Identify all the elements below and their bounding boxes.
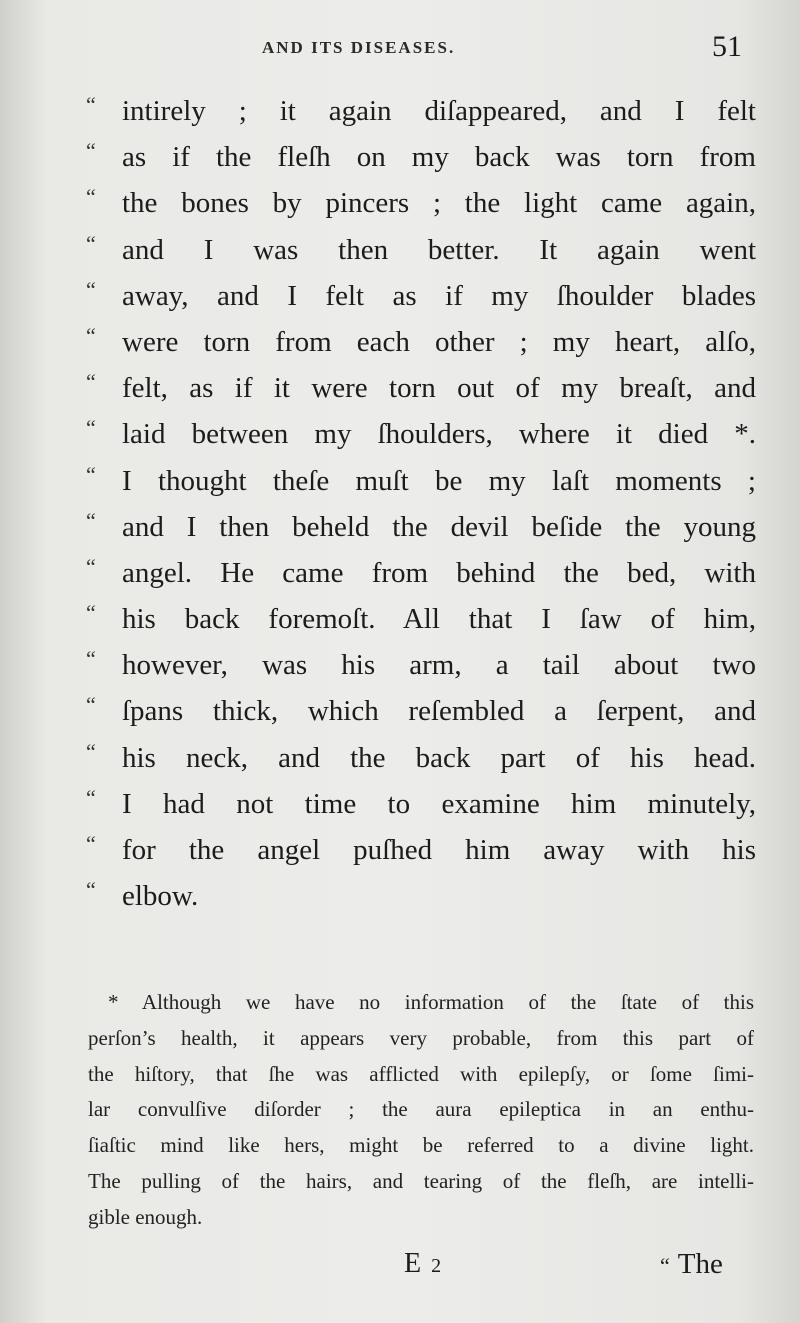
line-text: his back foremoſt. All that I ſaw of him, xyxy=(122,603,756,636)
text-line xyxy=(86,411,756,457)
quote-mark: “ xyxy=(86,877,96,903)
line-text: as if the fleſh on my back was torn from xyxy=(122,141,756,174)
text-line xyxy=(86,688,756,734)
text-line xyxy=(86,227,756,273)
text-line xyxy=(86,873,756,919)
catchword-quote-mark: “ xyxy=(660,1253,670,1278)
line-text: for the angel puſhed him away with his xyxy=(122,834,756,866)
footnote-line: perſon’s health, it appears very probable, from this part of xyxy=(88,1025,754,1050)
quote-mark: “ xyxy=(86,600,96,626)
line-text: ſpans thick, which reſembled a ſerpent, and xyxy=(122,695,756,728)
page-footer xyxy=(0,1248,800,1292)
line-text: and I then beheld the devil beſide the young xyxy=(122,510,756,543)
quote-mark: “ xyxy=(86,322,96,348)
line-text: laid between my ſhoulders, where it died *. xyxy=(122,418,756,451)
footnote xyxy=(88,985,754,1236)
quote-mark: “ xyxy=(86,276,96,302)
running-head: AND ITS DISEASES. xyxy=(262,38,456,57)
quote-mark: “ xyxy=(86,507,96,533)
footnote-line: gible enough. xyxy=(88,1204,203,1229)
line-text: away, and I felt as if my ſhoulder blades xyxy=(122,279,756,312)
line-text: elbow. xyxy=(122,880,199,913)
quote-mark: “ xyxy=(86,415,96,441)
line-text: felt, as if it were torn out of my breaſt, and xyxy=(122,372,756,405)
text-line xyxy=(86,319,756,365)
page-number: 51 xyxy=(712,30,742,63)
line-text: were torn from each other ; my heart, alſo, xyxy=(122,325,756,358)
quote-mark: “ xyxy=(86,138,96,164)
quote-mark: “ xyxy=(86,738,96,764)
text-line xyxy=(86,134,756,180)
body-text xyxy=(86,88,756,919)
quote-mark: “ xyxy=(86,553,96,579)
text-line xyxy=(86,827,756,873)
text-line xyxy=(86,781,756,827)
quote-mark: “ xyxy=(86,692,96,718)
text-line xyxy=(86,550,756,596)
text-line xyxy=(86,642,756,688)
text-line xyxy=(86,88,756,134)
line-text: however, was his arm, a tail about two xyxy=(122,649,756,682)
text-line xyxy=(86,504,756,550)
line-text: I had not time to examine him minutely, xyxy=(122,787,756,820)
line-text: and I was then better. It again went xyxy=(122,233,756,266)
quote-mark: “ xyxy=(86,230,96,256)
quote-mark: “ xyxy=(86,369,96,395)
text-line xyxy=(86,596,756,642)
quote-mark: “ xyxy=(86,646,96,672)
text-line xyxy=(86,458,756,504)
text-line xyxy=(86,273,756,319)
quote-mark: “ xyxy=(86,461,96,487)
footnote-line: The pulling of the hairs, and tearing of the fleſh, are intelli- xyxy=(88,1168,754,1193)
quote-mark: “ xyxy=(86,784,96,810)
footnote-line: lar convulſive diſorder ; the aura epileptica in an enthu- xyxy=(88,1097,754,1122)
catchword xyxy=(660,1248,723,1281)
signature-letter: E xyxy=(404,1248,422,1279)
catchword-text: The xyxy=(677,1248,723,1280)
text-line xyxy=(86,365,756,411)
line-text: the bones by pincers ; the light came again, xyxy=(122,187,756,220)
line-text: I thought theſe muſt be my laſt moments ; xyxy=(122,464,756,497)
signature-mark xyxy=(404,1248,441,1280)
line-text: angel. He came from behind the bed, with xyxy=(122,556,756,589)
signature-number: 2 xyxy=(431,1255,442,1277)
footnote-line: ſiaſtic mind like hers, might be referred to a divine light. xyxy=(88,1133,754,1158)
line-text: intirely ; it again diſappeared, and I felt xyxy=(122,95,756,127)
footnote-line: the hiſtory, that ſhe was afflicted with epilepſy, or ſome ſimi- xyxy=(88,1061,754,1086)
line-text: his neck, and the back part of his head. xyxy=(122,741,756,774)
quote-mark: “ xyxy=(86,184,96,210)
quote-mark: “ xyxy=(86,831,96,856)
page-header xyxy=(0,30,800,70)
footnote-line: * Although we have no information of the ſtate of this xyxy=(108,990,754,1014)
quote-mark: “ xyxy=(86,92,96,117)
text-line xyxy=(86,180,756,226)
text-line xyxy=(86,735,756,781)
